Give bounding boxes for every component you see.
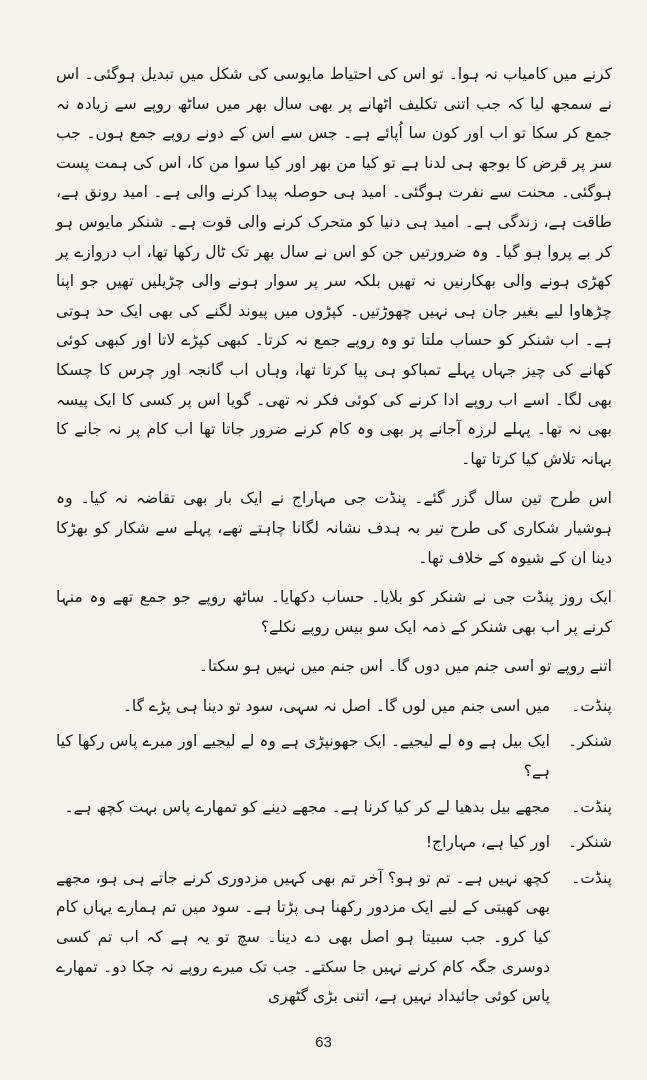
speech-text: میں اسی جنم میں لوں گا۔ اصل نہ سہی، سود تو دینا ہی پڑے گا۔	[122, 696, 550, 715]
speech-text: کچھ نہیں ہے۔ تم تو ہو؟ آخر تم بھی کہیں مزدوری کرنے جاتے ہی ہو، مجھے بھی کھیتی کے لیے ایک مزدور رکھنا ہی پڑتا ہے۔ سود میں تم ہمارے یہاں کام کیا کرو۔ جب سبیتا ہو اصل بھی دے دینا۔ سچ تو یہ ہے کہ اب تم کسی دوسری جگہ کام کرنے نہیں جا سکتے۔ جب تک میرے روپے نہ چکا دو۔ تمھارے پاس کوئی جائیداد نہیں ہے، اتنی بڑی گٹھری	[56, 868, 550, 1006]
speaker-label: شنکر۔	[568, 732, 612, 751]
dialogue-line	[56, 727, 612, 786]
speaker-label: پنڈت۔	[571, 797, 612, 816]
paragraph: کرنے میں کامیاب نہ ہوا۔ تو اس کی احتیاط مایوسی کی شکل میں تبدیل ہوگئی۔ اس نے سمجھ لیا کہ جب اتنی تکلیف اٹھانے پر بھی سال بھر میں ساٹھ روپے سے زیادہ نہ جمع کر سکا تو اب اور کون سا اُپائے ہے۔ جس سے اس کے دونے روپے جمع ہوں۔ جب سر پر قرض کا بوجھ ہی لدنا ہے تو کیا من بھر اور کیا سوا من کا، اس کی ہمت پست ہوگئی۔ محنت سے نفرت ہوگئی۔ امید ہی حوصلہ پیدا کرنے والی ہے۔ امید رونق ہے، طاقت ہے، زندگی ہے۔ امید ہی دنیا کو متحرک کرنے والی قوت ہے۔ شنکر مایوس ہو کر بے پروا ہو گیا۔ وہ ضرورتیں جن کو اس نے سال بھر تک ٹال رکھا تھا، اب دروازے پر کھڑی ہونے والی بھکارنیں نہ تھیں بلکہ سر پر سوار ہونے والی چڑیلیں تھیں جو اپنا چڑھاوا لیے بغیر جان ہی نہیں چھوڑتیں۔ کپڑوں میں پیوند لگنے کی بھی ایک حد ہوتی ہے۔ اب شنکر کو حساب ملتا تو وہ روپے جمع نہ کرتا۔ کبھی کپڑے لاتا اور کبھی کوئی کھانے کی چیز جہاں پہلے تمباکو ہی پیا کرتا تھا، وہاں اب گانجہ اور چرس کا چسکا بھی لگا۔ اسے اب روپے ادا کرنے کی کوئی فکر نہ تھی۔ گویا اس پر کسی کا ایک پیسہ بھی نہ تھا۔ پہلے لرزہ آجانے پر بھی وہ کام کرنے ضرور جاتا تھا اب کام پر نہ جانے کا بہانہ تلاش کیا کرتا تھا۔	[56, 65, 612, 468]
page-number: 63	[315, 1034, 332, 1051]
paragraph: ایک روز پنڈت جی نے شنکر کو بلایا۔ حساب دکھایا۔ ساٹھ روپے جو جمع تھے وہ منہا کرنے پر اب بھی شنکر کے ذمہ ایک سو بیس روپے نکلے؟	[56, 588, 612, 636]
paragraph: اس طرح تین سال گزر گئے۔ پنڈت جی مہاراج نے ایک بار بھی تقاضہ نہ کیا۔ وہ ہوشیار شکاری کی طرح تیر بہ ہدف نشانہ لگانا چاہتے تھے، پہلے سے شکار کو بھڑکا دینا ان کے شیوہ کے خلاف تھا۔	[56, 489, 612, 567]
speech-text: ایک بیل ہے وہ لے لیجیے۔ ایک جھونپڑی ہے وہ لے لیجیے اور میرے پاس رکھا کیا ہے؟	[56, 732, 550, 781]
dialogue-line	[56, 864, 612, 1012]
dialogue-line	[56, 793, 612, 823]
speaker-label: پنڈت۔	[571, 696, 612, 715]
paragraph: اتنے روپے تو اسی جنم میں دوں گا۔ اس جنم میں نہیں ہو سکتا۔	[198, 657, 612, 676]
dialogue-line	[56, 828, 612, 858]
book-page	[56, 60, 612, 1040]
speech-text: مجھے بیل بدھیا لے کر کیا کرنا ہے۔ مجھے دینے کو تمھارے پاس بہت کچھ ہے۔	[64, 797, 550, 816]
speech-text: اور کیا ہے، مہاراج!	[425, 833, 550, 852]
speaker-label: پنڈت۔	[571, 868, 612, 887]
dialogue-line	[56, 692, 612, 722]
speaker-label: شنکر۔	[568, 833, 612, 852]
